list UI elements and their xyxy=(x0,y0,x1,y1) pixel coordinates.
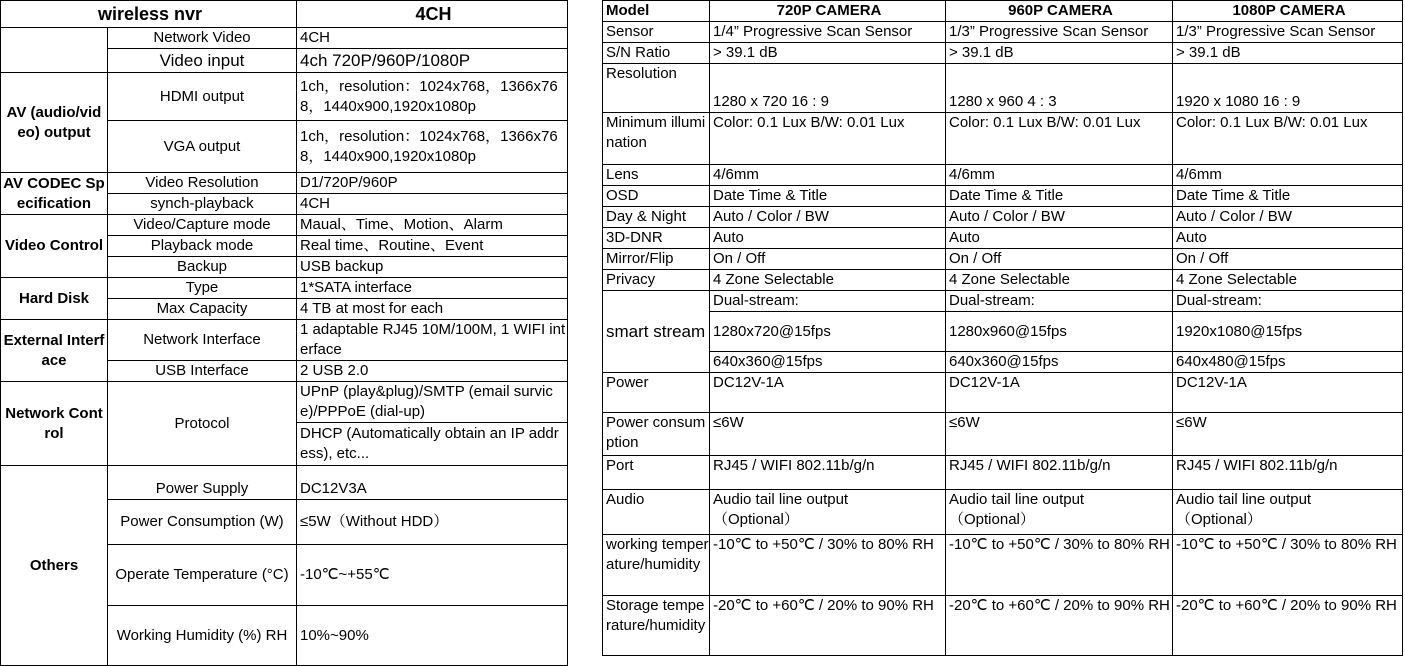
table-row xyxy=(1,278,568,299)
spec-label: 3D-DNR xyxy=(603,228,710,249)
spec-label: Network Video xyxy=(108,28,297,49)
spec-value: Audio tail line output （Optional） xyxy=(1173,490,1403,535)
spec-value: ≤6W xyxy=(1173,413,1403,456)
spec-value: -10℃ to +50℃ / 30% to 80% RH xyxy=(710,535,946,596)
spec-value: 4ch 720P/960P/1080P xyxy=(297,49,568,73)
spec-value: USB backup xyxy=(297,257,568,278)
spec-label: S/N Ratio xyxy=(603,43,710,64)
spec-label: Resolution xyxy=(603,64,710,113)
spec-value: > 39.1 dB xyxy=(1173,43,1403,64)
camera-header: 1080P CAMERA xyxy=(1173,1,1403,22)
spec-label: Power xyxy=(603,373,710,413)
spec-value: -10℃ to +50℃ / 30% to 80% RH xyxy=(946,535,1173,596)
spec-value: On / Off xyxy=(710,249,946,270)
spec-value: DC12V3A xyxy=(297,466,568,500)
table-row xyxy=(1,382,568,423)
spec-value: 1/3” Progressive Scan Sensor xyxy=(1173,22,1403,43)
table-row xyxy=(603,207,1403,228)
spec-label: Minimum illumination xyxy=(603,113,710,165)
table-row xyxy=(603,596,1403,656)
spec-label: Protocol xyxy=(108,382,297,466)
spec-value: 1280 x 960 4 : 3 xyxy=(946,64,1173,113)
spec-value: 4CH xyxy=(297,28,568,49)
spec-value: Audio tail line output （Optional） xyxy=(946,490,1173,535)
spec-value: 4/6mm xyxy=(946,165,1173,186)
table-row xyxy=(603,113,1403,165)
spec-value: Dual-stream: xyxy=(946,291,1173,312)
spec-label: Network Interface xyxy=(108,320,297,361)
spec-value: UPnP (play&plug)/SMTP (email survice)/PPPoE (dial-up) xyxy=(297,382,568,423)
table-row xyxy=(603,535,1403,596)
spec-label: Lens xyxy=(603,165,710,186)
spec-label: Sensor xyxy=(603,22,710,43)
table-row xyxy=(603,373,1403,413)
spec-value: Color: 0.1 Lux B/W: 0.01 Lux xyxy=(710,113,946,165)
spec-value: DC12V-1A xyxy=(946,373,1173,413)
spec-value: DHCP (Automatically obtain an IP address), etc... xyxy=(297,423,568,466)
spec-value: Date Time & Title xyxy=(710,186,946,207)
spec-value: 2 USB 2.0 xyxy=(297,361,568,382)
spec-label: Storage temperature/humidity xyxy=(603,596,710,656)
spec-value: 1/4” Progressive Scan Sensor xyxy=(710,22,946,43)
spec-value: > 39.1 dB xyxy=(710,43,946,64)
spec-value: 4 Zone Selectable xyxy=(946,270,1173,291)
spec-label: Operate Temperature (°C) xyxy=(108,545,297,606)
table-row xyxy=(603,165,1403,186)
category-cell: Others xyxy=(1,466,108,666)
spec-value: Dual-stream: xyxy=(710,291,946,312)
category-cell: Hard Disk xyxy=(1,278,108,320)
spec-value: Maual、Time、Motion、Alarm xyxy=(297,215,568,236)
table-row xyxy=(603,490,1403,535)
table-row xyxy=(603,228,1403,249)
spec-value: DC12V-1A xyxy=(1173,373,1403,413)
table-row xyxy=(603,64,1403,113)
category-cell: AV (audio/video) output xyxy=(1,73,108,173)
table-row xyxy=(603,43,1403,64)
table-row xyxy=(603,22,1403,43)
spec-value: 1280x720@15fps xyxy=(710,312,946,352)
table-row xyxy=(603,352,1403,373)
spec-label: HDMI output xyxy=(108,73,297,121)
spec-value: Auto xyxy=(710,228,946,249)
spec-value: 1280 x 720 16 : 9 xyxy=(710,64,946,113)
spec-value: > 39.1 dB xyxy=(946,43,1173,64)
spec-value: Dual-stream: xyxy=(1173,291,1403,312)
spec-value: Color: 0.1 Lux B/W: 0.01 Lux xyxy=(1173,113,1403,165)
spec-value: 1*SATA interface xyxy=(297,278,568,299)
spec-label: Power consumption xyxy=(603,413,710,456)
category-cell: Video Control xyxy=(1,215,108,278)
spec-value: 4CH xyxy=(297,194,568,215)
category-cell: External Interface xyxy=(1,320,108,382)
spec-value: Date Time & Title xyxy=(946,186,1173,207)
spec-value: Color: 0.1 Lux B/W: 0.01 Lux xyxy=(946,113,1173,165)
table-row xyxy=(603,456,1403,490)
spec-label: Type xyxy=(108,278,297,299)
table-row xyxy=(603,270,1403,291)
spec-label: Day & Night xyxy=(603,207,710,228)
spec-value: 4/6mm xyxy=(1173,165,1403,186)
spec-value: Auto / Color / BW xyxy=(1173,207,1403,228)
camera-header: 960P CAMERA xyxy=(946,1,1173,22)
table-row xyxy=(603,186,1403,207)
table-row xyxy=(1,466,568,500)
spec-value: D1/720P/960P xyxy=(297,173,568,194)
category-cell: Network Control xyxy=(1,382,108,466)
spec-label: Backup xyxy=(108,257,297,278)
spec-label: smart stream xyxy=(603,291,710,373)
spec-label: VGA output xyxy=(108,121,297,173)
spec-label: working temperature/humidity xyxy=(603,535,710,596)
category-cell xyxy=(1,28,108,73)
camera-spec-table xyxy=(602,0,1403,656)
spec-value: RJ45 / WIFI 802.11b/g/n xyxy=(946,456,1173,490)
camera-header: 720P CAMERA xyxy=(710,1,946,22)
spec-value: Auto xyxy=(946,228,1173,249)
spec-label: Audio xyxy=(603,490,710,535)
spec-label: Power Consumption (W) xyxy=(108,500,297,545)
spec-label: USB Interface xyxy=(108,361,297,382)
spec-label: Port xyxy=(603,456,710,490)
spec-value: Auto / Color / BW xyxy=(710,207,946,228)
spec-value: 4 Zone Selectable xyxy=(710,270,946,291)
table-row xyxy=(1,73,568,121)
spec-value: ≤5W（Without HDD） xyxy=(297,500,568,545)
table-row xyxy=(603,249,1403,270)
spec-value: ≤6W xyxy=(710,413,946,456)
spec-value: Real time、Routine、Event xyxy=(297,236,568,257)
spec-value: Date Time & Title xyxy=(1173,186,1403,207)
spec-label: OSD xyxy=(603,186,710,207)
spec-label: Privacy xyxy=(603,270,710,291)
category-cell: AV CODEC Specification xyxy=(1,173,108,215)
spec-value: RJ45 / WIFI 802.11b/g/n xyxy=(710,456,946,490)
spec-label: Working Humidity (%) RH xyxy=(108,606,297,666)
model-header: Model xyxy=(603,1,710,22)
table-row xyxy=(603,1,1403,22)
spec-value: 640x480@15fps xyxy=(1173,352,1403,373)
spec-label: Video/Capture mode xyxy=(108,215,297,236)
nvr-title: wireless nvr xyxy=(1,1,297,28)
nvr-spec-table xyxy=(0,0,568,666)
table-row xyxy=(1,173,568,194)
spec-label: Playback mode xyxy=(108,236,297,257)
spec-label: Video input xyxy=(108,49,297,73)
spec-value: Auto / Color / BW xyxy=(946,207,1173,228)
spec-label: Max Capacity xyxy=(108,299,297,320)
spec-value: 640x360@15fps xyxy=(946,352,1173,373)
spec-label: synch-playback xyxy=(108,194,297,215)
spec-label: Mirror/Flip xyxy=(603,249,710,270)
spec-value: On / Off xyxy=(946,249,1173,270)
spec-label: Video Resolution xyxy=(108,173,297,194)
spec-value: Audio tail line output （Optional） xyxy=(710,490,946,535)
spec-value: -10℃ to +50℃ / 30% to 80% RH xyxy=(1173,535,1403,596)
table-row xyxy=(1,215,568,236)
table-row xyxy=(603,291,1403,312)
spec-value: RJ45 / WIFI 802.11b/g/n xyxy=(1173,456,1403,490)
spec-value: 4 Zone Selectable xyxy=(1173,270,1403,291)
spec-value: 1280x960@15fps xyxy=(946,312,1173,352)
spec-value: ≤6W xyxy=(946,413,1173,456)
spec-value: 1/3” Progressive Scan Sensor xyxy=(946,22,1173,43)
spec-value: 1920 x 1080 16 : 9 xyxy=(1173,64,1403,113)
spec-value: -20℃ to +60℃ / 20% to 90% RH xyxy=(710,596,946,656)
table-row xyxy=(603,312,1403,352)
spec-value: 4/6mm xyxy=(710,165,946,186)
nvr-channels: 4CH xyxy=(297,1,568,28)
spec-value: Auto xyxy=(1173,228,1403,249)
spec-value: 1920x1080@15fps xyxy=(1173,312,1403,352)
spec-value: DC12V-1A xyxy=(710,373,946,413)
table-row xyxy=(1,28,568,49)
table-row xyxy=(1,320,568,361)
spec-value: 1ch，resolution：1024x768，1366x768，1440x900,1920x1080p xyxy=(297,121,568,173)
spec-label: Power Supply xyxy=(108,466,297,500)
spec-value: -10℃~+55℃ xyxy=(297,545,568,606)
spec-value: 640x360@15fps xyxy=(710,352,946,373)
spec-value: 4 TB at most for each xyxy=(297,299,568,320)
spec-value: On / Off xyxy=(1173,249,1403,270)
spec-value: -20℃ to +60℃ / 20% to 90% RH xyxy=(1173,596,1403,656)
spec-value: 1ch，resolution：1024x768，1366x768，1440x900,1920x1080p xyxy=(297,73,568,121)
spec-value: -20℃ to +60℃ / 20% to 90% RH xyxy=(946,596,1173,656)
table-row xyxy=(603,413,1403,456)
table-row xyxy=(1,1,568,28)
spec-value: 10%~90% xyxy=(297,606,568,666)
spec-value: 1 adaptable RJ45 10M/100M, 1 WIFI interface xyxy=(297,320,568,361)
